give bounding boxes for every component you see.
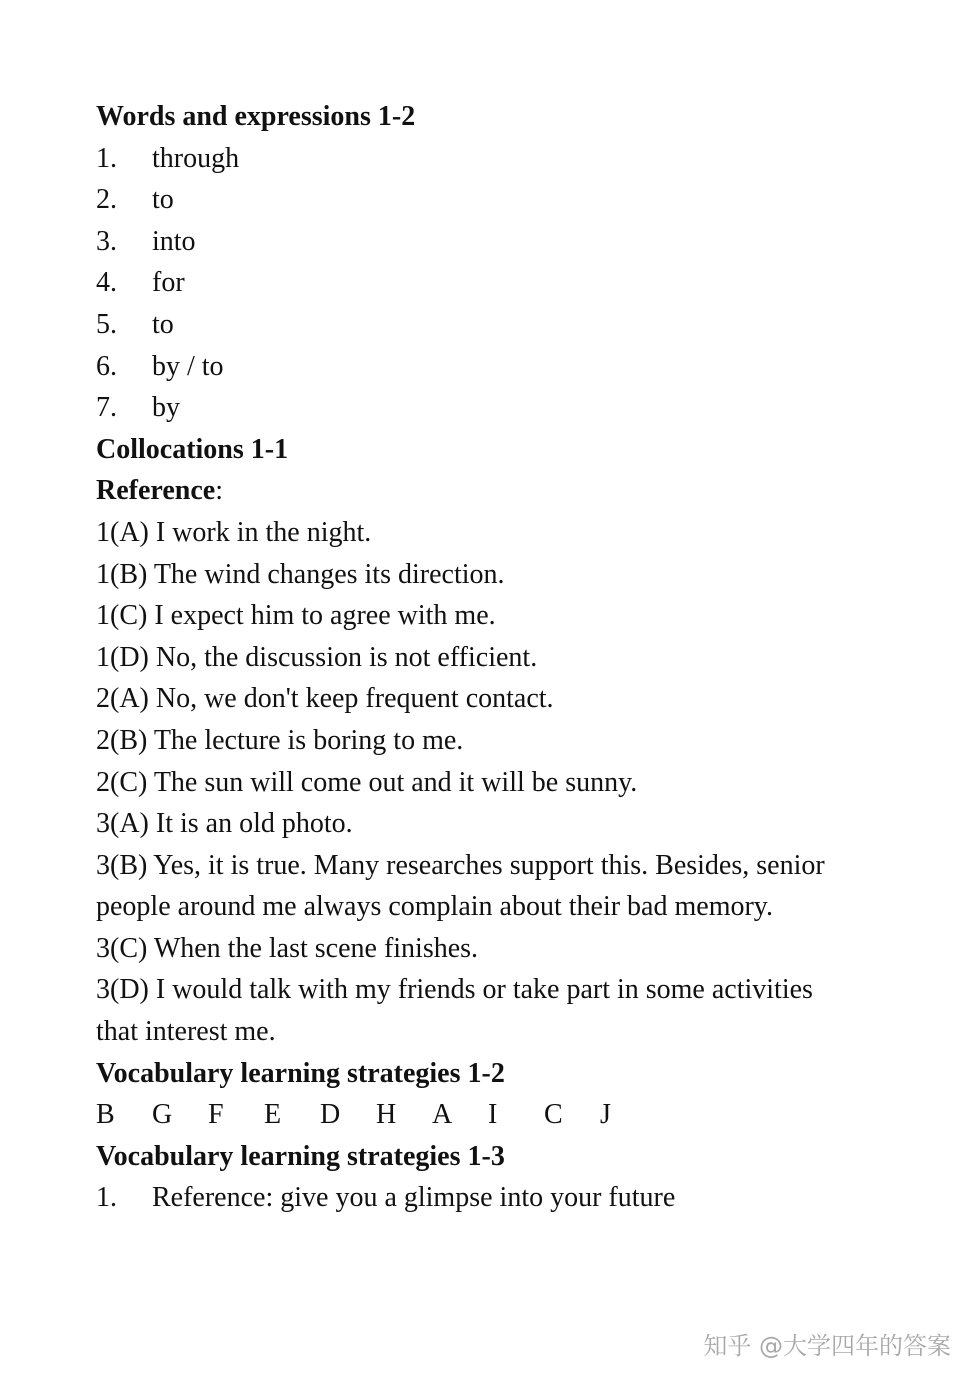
answer-line: 2(B) The lecture is boring to me. [96,724,464,756]
zhihu-watermark: 知乎 @大学四年的答案 [703,1332,951,1360]
list-item: 1. Reference: give you a glimpse into your future [96,1182,676,1214]
answer-line: 3(A) It is an old photo. [96,808,353,840]
collocations-heading: Collocations 1-1 [96,433,289,465]
list-item: 4. for [96,267,185,299]
answer-line: 1(B) The wind changes its direction. [96,558,505,590]
letter-answer-row: B G F E D H A I C J [96,1099,611,1131]
answer-line: 1(C) I expect him to agree with me. [96,600,496,632]
answer-line: 3(C) When the last scene finishes. [96,932,479,964]
answer-line: 1(A) I work in the night. [96,516,372,548]
list-item: 5. to [96,308,174,340]
answer-line: 1(D) No, the discussion is not efficient. [96,641,538,673]
answer-document [96,96,896,1219]
answer-line: 2(A) No, we don't keep frequent contact. [96,683,554,715]
list-item: 3. into [96,225,196,257]
list-item: 2. to [96,184,174,216]
vocabulary-strategies-heading-1: Vocabulary learning strategies 1-2 [96,1057,505,1089]
answer-paragraph: 3(B) Yes, it is true. Many researches support this. Besides, senior people around me always complain about their bad memory. [96,849,825,923]
reference-label: Reference [96,475,216,507]
list-item: 1. through [96,142,240,174]
list-item: 7. by [96,392,180,424]
vocabulary-strategies-heading-2: Vocabulary learning strategies 1-3 [96,1140,505,1172]
list-item: 6. by / to [96,350,224,382]
answer-paragraph: 3(D) I would talk with my friends or take part in some activities that interest me. [96,974,813,1048]
reference-label-line: Reference: [96,475,223,507]
answer-line: 2(C) The sun will come out and it will be sunny. [96,766,638,798]
words-expressions-heading: Words and expressions 1-2 [96,101,416,132]
